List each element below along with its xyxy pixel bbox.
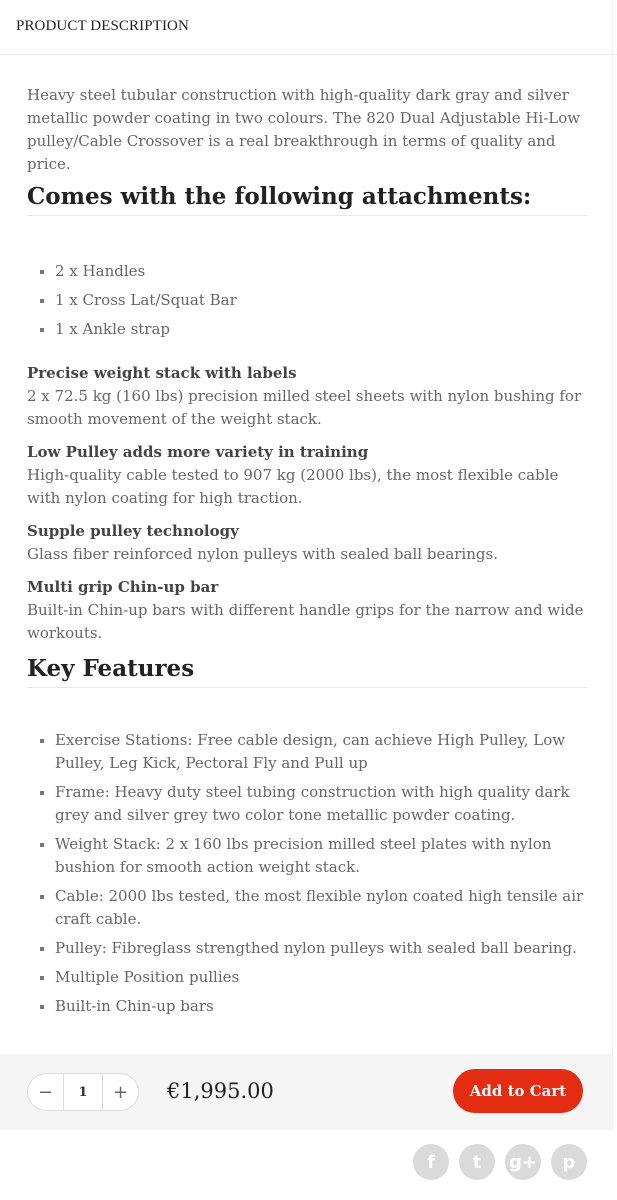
list-item <box>27 318 587 341</box>
add-to-cart-button[interactable]: Add to Cart <box>453 1069 583 1113</box>
section-title: PRODUCT DESCRIPTION <box>16 18 189 34</box>
bullet-icon <box>40 895 44 899</box>
bullet-icon <box>40 947 44 951</box>
list-item <box>27 885 587 931</box>
feature-title: Supple pulley technology <box>27 522 239 540</box>
list-item-text: Built-in Chin-up bars <box>55 997 214 1015</box>
list-item <box>27 729 587 775</box>
product-price: €1,995.00 <box>167 1079 274 1103</box>
feature-text: Built-in Chin-up bars with different handle grips for the narrow and wide workouts. <box>27 601 584 642</box>
feature-title: Precise weight stack with labels <box>27 364 297 382</box>
social-share <box>413 1144 587 1180</box>
google-plus-icon[interactable]: g+ <box>505 1144 541 1180</box>
bullet-icon <box>40 976 44 980</box>
list-item-text: Weight Stack: 2 x 160 lbs precision milled steel plates with nylon bushion for smooth action weight stack. <box>55 835 552 876</box>
feature-text: 2 x 72.5 kg (160 lbs) precision milled steel sheets with nylon bushing for smooth movement of the weight stack. <box>27 387 582 428</box>
feature-chin-up-bar <box>27 576 587 645</box>
feature-pulley-tech <box>27 520 587 566</box>
bullet-icon <box>40 739 44 743</box>
list-item <box>27 966 587 989</box>
right-divider <box>612 0 613 1130</box>
feature-low-pulley <box>27 441 587 510</box>
twitter-icon[interactable]: t <box>459 1144 495 1180</box>
decrement-button[interactable]: − <box>37 1081 54 1103</box>
bullet-icon <box>40 328 44 332</box>
list-item <box>27 289 587 312</box>
feature-title: Multi grip Chin-up bar <box>27 578 219 596</box>
feature-text: Glass fiber reinforced nylon pulleys with sealed ball bearings. <box>27 545 498 563</box>
quantity-stepper <box>27 1073 139 1111</box>
list-item-text: Pulley: Fibreglass strengthed nylon pulleys with sealed ball bearing. <box>55 939 577 957</box>
quantity-input[interactable]: 1 <box>63 1074 103 1110</box>
list-item-text: 1 x Cross Lat/Squat Bar <box>55 291 237 309</box>
bullet-icon <box>40 299 44 303</box>
bullet-icon <box>40 1005 44 1009</box>
increment-button[interactable]: + <box>112 1081 129 1103</box>
attachments-list <box>27 260 587 341</box>
facebook-icon[interactable]: f <box>413 1144 449 1180</box>
section-header <box>0 0 617 55</box>
feature-title: Low Pulley adds more variety in training <box>27 443 369 461</box>
bullet-icon <box>40 270 44 274</box>
list-item-text: Exercise Stations: Free cable design, can achieve High Pulley, Low Pulley, Leg Kick, Pectoral Fly and Pull up <box>55 731 566 772</box>
feature-text: High-quality cable tested to 907 kg (2000 lbs), the most flexible cable with nylon coating for high traction. <box>27 466 559 507</box>
list-item-text: 2 x Handles <box>55 262 146 280</box>
product-description <box>27 84 587 1024</box>
list-item <box>27 995 587 1018</box>
list-item-text: Multiple Position pullies <box>55 968 240 986</box>
bullet-icon <box>40 843 44 847</box>
pinterest-icon[interactable]: p <box>551 1144 587 1180</box>
attachments-heading: Comes with the following attachments: <box>27 183 587 216</box>
list-item-text: 1 x Ankle strap <box>55 320 171 338</box>
list-item <box>27 781 587 827</box>
list-item <box>27 260 587 283</box>
key-features-heading: Key Features <box>27 655 587 688</box>
list-item <box>27 833 587 879</box>
key-features-list <box>27 729 587 1018</box>
bullet-icon <box>40 791 44 795</box>
list-item-text: Cable: 2000 lbs tested, the most flexible nylon coated high tensile air craft cable. <box>55 887 584 928</box>
feature-weight-stack <box>27 362 587 431</box>
add-to-cart-bar <box>0 1054 612 1130</box>
intro-paragraph: Heavy steel tubular construction with high-quality dark gray and silver metallic powder coating in two colours. The 820 Dual Adjustable Hi-Low pulley/Cable Crossover is a real breakthrough in terms of quality and price. <box>27 86 581 173</box>
list-item-text: Frame: Heavy duty steel tubing construction with high quality dark grey and silver grey two color tone metallic powder coating. <box>55 783 570 824</box>
list-item <box>27 937 587 960</box>
